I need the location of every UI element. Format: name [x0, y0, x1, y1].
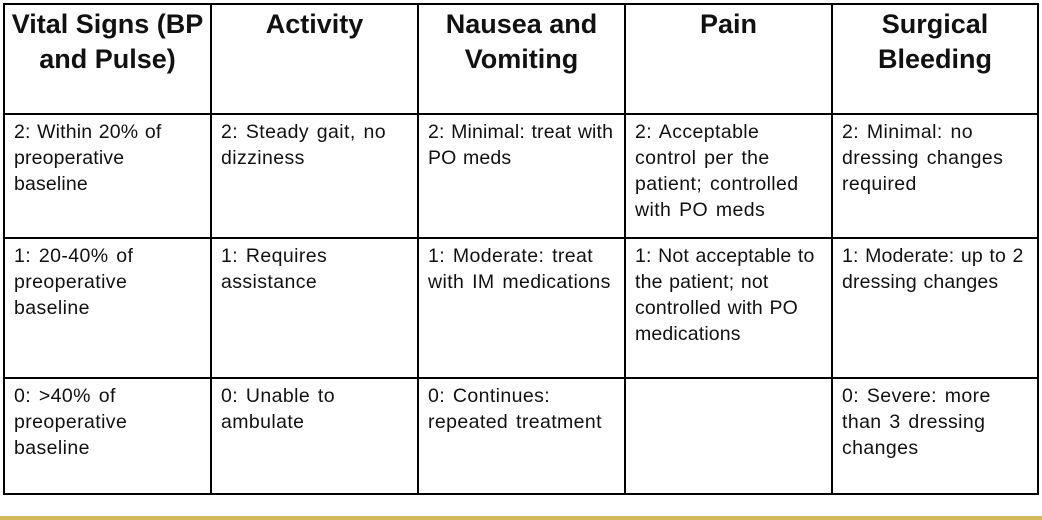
cell-text: 0: Unable to ambulate [221, 385, 335, 433]
table-cell [625, 238, 832, 378]
bottom-accent-bar [0, 516, 1042, 520]
table-cell [832, 238, 1038, 378]
cell-text: 2: Within 20% of preoperative baseline [14, 121, 162, 195]
cell-text: 2: Acceptable control per the patient; controlled with PO meds [635, 121, 799, 221]
table-row [4, 378, 1038, 494]
cell-text: 0: Severe: more than 3 dressing changes [842, 385, 991, 459]
header-pain: Pain [625, 4, 832, 114]
cell-text: 0: Continues: repeated treatment [428, 385, 602, 433]
table-cell [4, 378, 211, 494]
table-cell [832, 114, 1038, 238]
discharge-scoring-table [3, 3, 1039, 495]
table-cell [832, 378, 1038, 494]
table-cell [418, 378, 625, 494]
cell-text: 1: Moderate: treat with IM medications [428, 245, 611, 293]
header-surgical-bleeding: Surgical Bleeding [832, 4, 1038, 114]
table-cell [418, 238, 625, 378]
cell-text: 2: Steady gait, no dizziness [221, 121, 386, 169]
table-cell [4, 114, 211, 238]
table-cell [625, 114, 832, 238]
cell-text: 2: Minimal: no dressing changes required [842, 121, 1004, 195]
cell-text: 1: 20-40% of preoperative baseline [14, 245, 134, 319]
header-row [4, 4, 1038, 114]
table-row [4, 114, 1038, 238]
header-vital-signs: Vital Signs (BP and Pulse) [4, 4, 211, 114]
header-activity: Activity [211, 4, 418, 114]
table-cell [211, 378, 418, 494]
cell-text: 2: Minimal: treat with PO meds [428, 121, 614, 169]
cell-text: 1: Moderate: up to 2 dressing changes [842, 245, 1024, 293]
table-row [4, 238, 1038, 378]
table-cell [211, 114, 418, 238]
table-cell [4, 238, 211, 378]
table-cell [211, 238, 418, 378]
table-cell [625, 378, 832, 494]
cell-text: 1: Requires assistance [221, 245, 328, 293]
cell-text: 1: Not acceptable to the patient; not controlled with PO medications [635, 245, 815, 345]
cell-text: 0: >40% of preoperative baseline [14, 385, 128, 459]
header-nausea-vomiting: Nausea and Vomiting [418, 4, 625, 114]
table-cell [418, 114, 625, 238]
